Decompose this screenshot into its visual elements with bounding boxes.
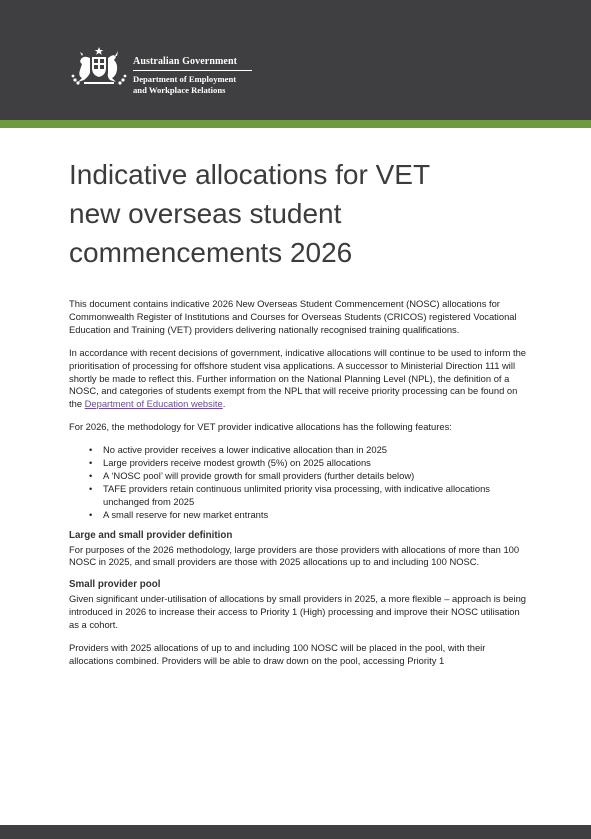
title-line-1: Indicative allocations for VET <box>69 159 431 190</box>
list-item: • No active provider receives a lower indicative allocation than in 2025 <box>69 444 529 457</box>
document-body <box>69 298 529 678</box>
context-text-end: . <box>222 398 226 410</box>
context-paragraph <box>69 347 529 412</box>
list-item: • TAFE providers retain continuous unlimited priority visa processing, with indicative allocations unchanged from 2025 <box>69 483 529 509</box>
section-heading-provider-definition: Large and small provider definition <box>69 529 233 541</box>
section-heading-small-provider-pool: Small provider pool <box>69 579 161 591</box>
header-accent-stripe <box>0 120 591 128</box>
list-item: • A ‘NOSC pool’ will provide growth for small providers (further details below) <box>69 470 529 483</box>
pool-details-paragraph: Providers with 2025 allocations of up to and including 100 NOSC will be placed in the pool, with their allocations combined. Providers will be able to draw down on the pool, accessing Priority 1 <box>69 641 486 666</box>
department-name-line2: and Workplace Relations <box>133 85 226 95</box>
title-line-2: new overseas student <box>69 198 342 229</box>
provider-definition-paragraph: For purposes of the 2026 methodology, large providers are those providers with allocations of more than 100 NOSC in 2025, and small providers are those with 2025 allocations up to and including 100 NOSC. <box>69 543 520 568</box>
methodology-paragraph: For 2026, the methodology for VET provider indicative allocations has the following features: <box>69 421 452 433</box>
list-item: • A small reserve for new market entrants <box>69 509 529 522</box>
department-of-education-link[interactable]: Department of Education website <box>84 398 223 410</box>
wordmark-divider <box>133 70 252 71</box>
department-name-line1: Department of Employment <box>133 74 237 84</box>
intro-paragraph: This document contains indicative 2026 New Overseas Student Commencement (NOSC) allocations for Commonwealth Register of Institutions and Courses for Overseas Students (CRICOS) registered Vocational Education and Training (VET) providers delivering nationally recognised training qualifications. <box>69 298 517 335</box>
features-list <box>69 444 529 521</box>
government-name: Australian Government <box>133 56 238 67</box>
page-title <box>69 155 539 272</box>
context-text: In accordance with recent decisions of government, indicative allocations will continue to be used to inform the prioritisation of processing for offshore student visa applications. A successor to Ministerial Direction 111 will shortly be made to reflect this. Further information on the National Planning Level (NPL), the definition of a NOSC, and categories of students exempt from the NPL that will receive priority processing can be found on the <box>69 346 527 410</box>
list-item: • Large providers receive modest growth (5%) on 2025 allocations <box>69 457 529 470</box>
footer-bar <box>0 825 591 839</box>
government-logo <box>70 46 260 96</box>
small-provider-pool-paragraph: Given significant under-utilisation of allocations by small providers in 2025, a more flexible – approach is being introduced in 2026 to increase their access to Priority 1 (High) processing and improve their NOSC utilisation as a cohort. <box>69 593 527 631</box>
title-line-3: commencements 2026 <box>69 237 353 268</box>
government-wordmark <box>133 56 252 96</box>
coat-of-arms-icon <box>70 46 128 86</box>
